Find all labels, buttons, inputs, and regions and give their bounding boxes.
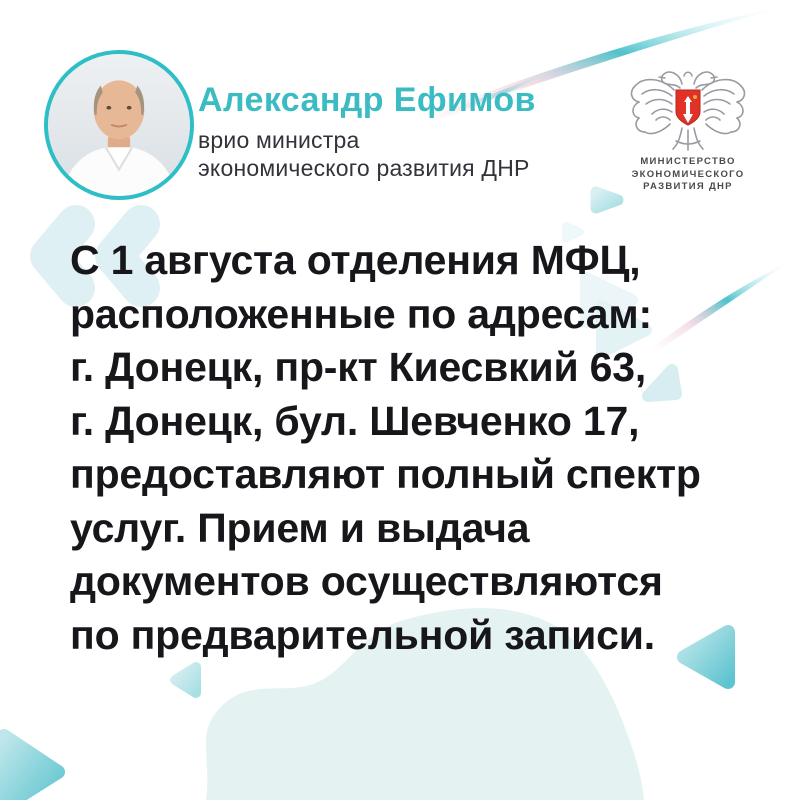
- ministry-caption-line2: ЭКОНОМИЧЕСКОГО: [631, 168, 745, 180]
- person-role-line1: врио министра: [198, 127, 360, 153]
- header-text: [198, 82, 536, 182]
- person-role: [198, 126, 536, 182]
- dnr-double-headed-eagle-icon: [626, 56, 750, 152]
- person-role-line2: экономического развития ДНР: [198, 155, 530, 181]
- body-text-line: г. Донецк, пр-кт Киесвкий 63,: [70, 344, 647, 390]
- body-text-line: г. Донецк, бул. Шевченко 17,: [70, 397, 640, 444]
- avatar: [44, 50, 194, 200]
- body-text-line: расположенные по адресам:: [70, 290, 652, 337]
- minister-portrait-photo: [48, 54, 190, 196]
- announcement-text: [70, 234, 770, 662]
- person-name: Александр Ефимов: [198, 81, 536, 119]
- ministry-caption: [612, 156, 764, 194]
- body-text-line: по предварительной записи.: [70, 611, 655, 658]
- ministry-caption-line1: МИНИСТЕРСТВО: [640, 156, 736, 167]
- body-text-line: С 1 августа отделения МФЦ,: [70, 237, 641, 283]
- ministry-emblem: [612, 56, 764, 194]
- body-text-line: предоставляют полный спектр: [70, 451, 701, 497]
- body-text-line: документов осуществляются: [70, 558, 663, 604]
- ministry-caption-line3: РАЗВИТИЯ ДНР: [643, 181, 733, 192]
- body-text-line: услуг. Прием и выдача: [70, 504, 530, 551]
